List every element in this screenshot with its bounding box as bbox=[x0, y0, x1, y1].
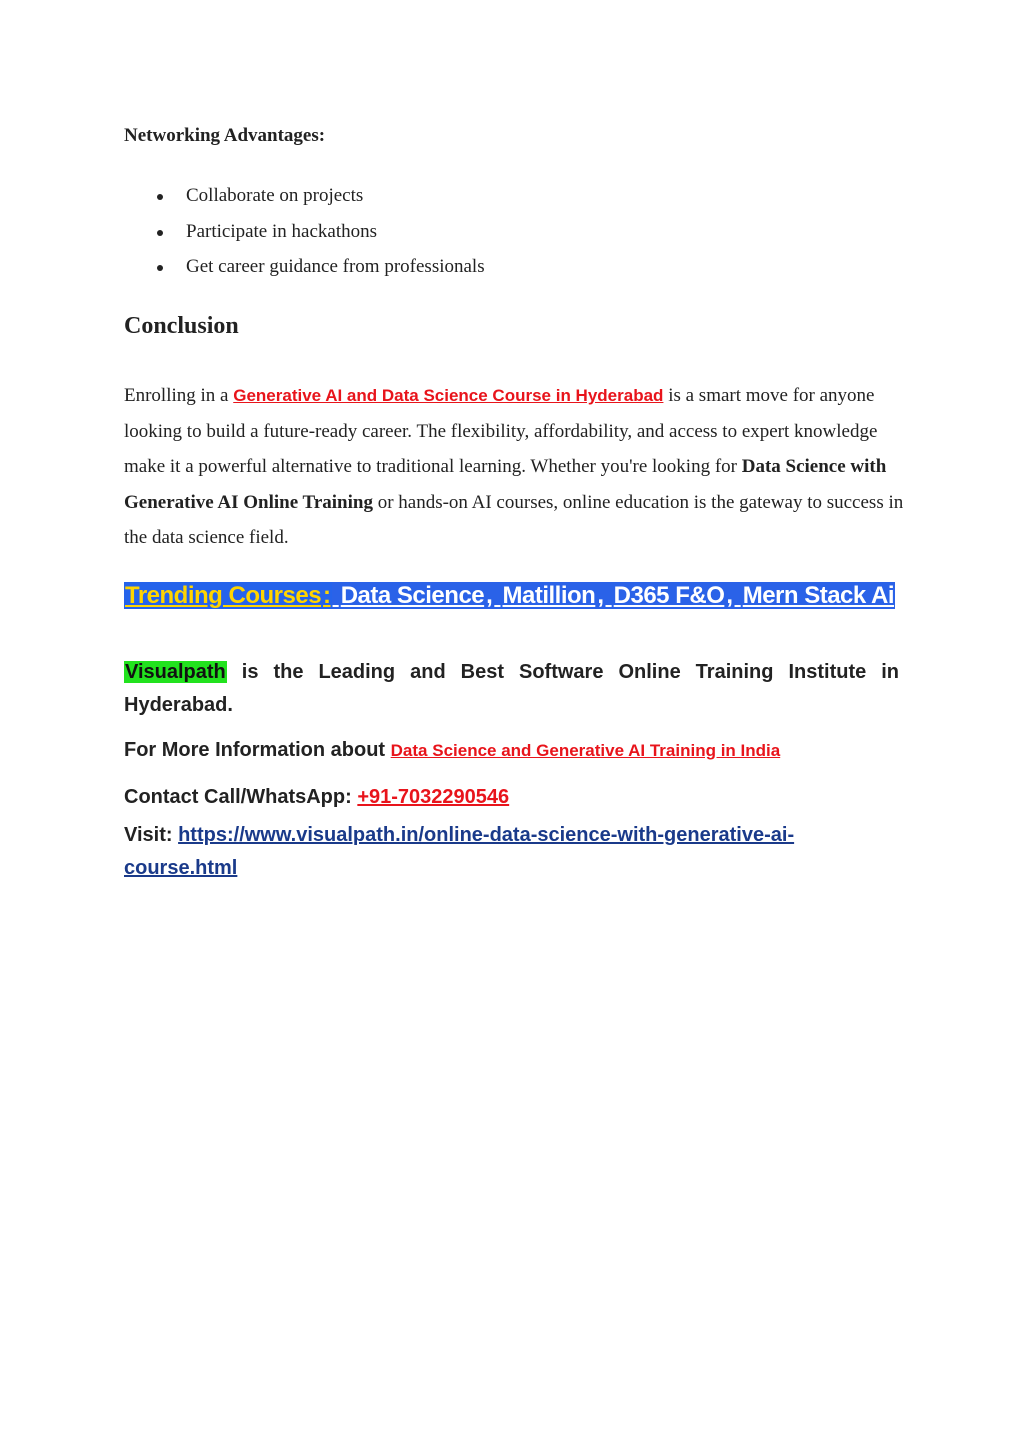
trending-colon: : bbox=[323, 582, 331, 609]
bullet-icon bbox=[157, 230, 163, 236]
contact-line bbox=[124, 786, 509, 809]
course-link-mern-stack-ai[interactable]: Mern Stack Ai bbox=[742, 582, 895, 609]
list-item-text: Participate in hackathons bbox=[186, 220, 377, 242]
course-separator: , bbox=[597, 582, 604, 609]
bullet-icon bbox=[157, 194, 163, 200]
list-item bbox=[124, 183, 485, 219]
training-india-link[interactable]: Data Science and Generative AI Training in India bbox=[390, 741, 781, 760]
contact-label: Contact Call/WhatsApp: bbox=[124, 786, 358, 808]
visualpath-statement bbox=[124, 656, 899, 722]
more-info-line bbox=[124, 739, 780, 762]
list-item bbox=[124, 254, 485, 290]
paragraph-intro: Enrolling in a bbox=[124, 385, 234, 406]
visit-label: Visit: bbox=[124, 824, 179, 846]
course-link-matillion[interactable]: Matillion bbox=[502, 582, 596, 609]
course-separator: , bbox=[486, 582, 493, 609]
conclusion-paragraph bbox=[124, 378, 914, 556]
course-link-data-science[interactable]: Data Science bbox=[340, 582, 485, 609]
phone-link[interactable]: +91-7032290546 bbox=[357, 786, 510, 808]
networking-list bbox=[124, 183, 485, 290]
visualpath-text: is the Leading and Best Software Online Training Institute in Hyderabad. bbox=[124, 661, 899, 716]
paragraph-bold-text: Data Science with Generative AI Online Training bbox=[124, 456, 887, 513]
list-item-text: Collaborate on projects bbox=[186, 185, 364, 206]
list-item-text: Get career guidance from professionals bbox=[186, 256, 485, 277]
networking-heading: Networking Advantages: bbox=[124, 125, 326, 146]
course-hyderabad-link[interactable]: Generative AI and Data Science Course in Hyderabad bbox=[233, 386, 664, 405]
trending-courses-label[interactable]: Trending Courses bbox=[125, 582, 322, 609]
course-link-d365[interactable]: D365 F&O bbox=[613, 582, 725, 609]
conclusion-heading: Conclusion bbox=[124, 313, 239, 339]
course-separator: , bbox=[726, 582, 733, 609]
more-info-label: For More Information about bbox=[124, 739, 391, 761]
list-item bbox=[124, 219, 485, 255]
visit-line bbox=[124, 819, 904, 885]
trending-courses-line bbox=[124, 582, 895, 610]
paragraph-middle: is a smart move for anyone looking to build a future-ready career. The flexibility, affordability, and access to expert knowledge make it a powerful alternative to traditional learning. Whether you're looking for bbox=[124, 385, 878, 478]
visualpath-name: Visualpath bbox=[125, 661, 226, 683]
website-url-link[interactable]: https://www.visualpath.in/online-data-science-with-generative-ai-course.html bbox=[124, 824, 795, 879]
bullet-icon bbox=[157, 265, 163, 271]
paragraph-end: or hands-on AI courses, online education is the gateway to success in the data science field. bbox=[124, 491, 904, 549]
